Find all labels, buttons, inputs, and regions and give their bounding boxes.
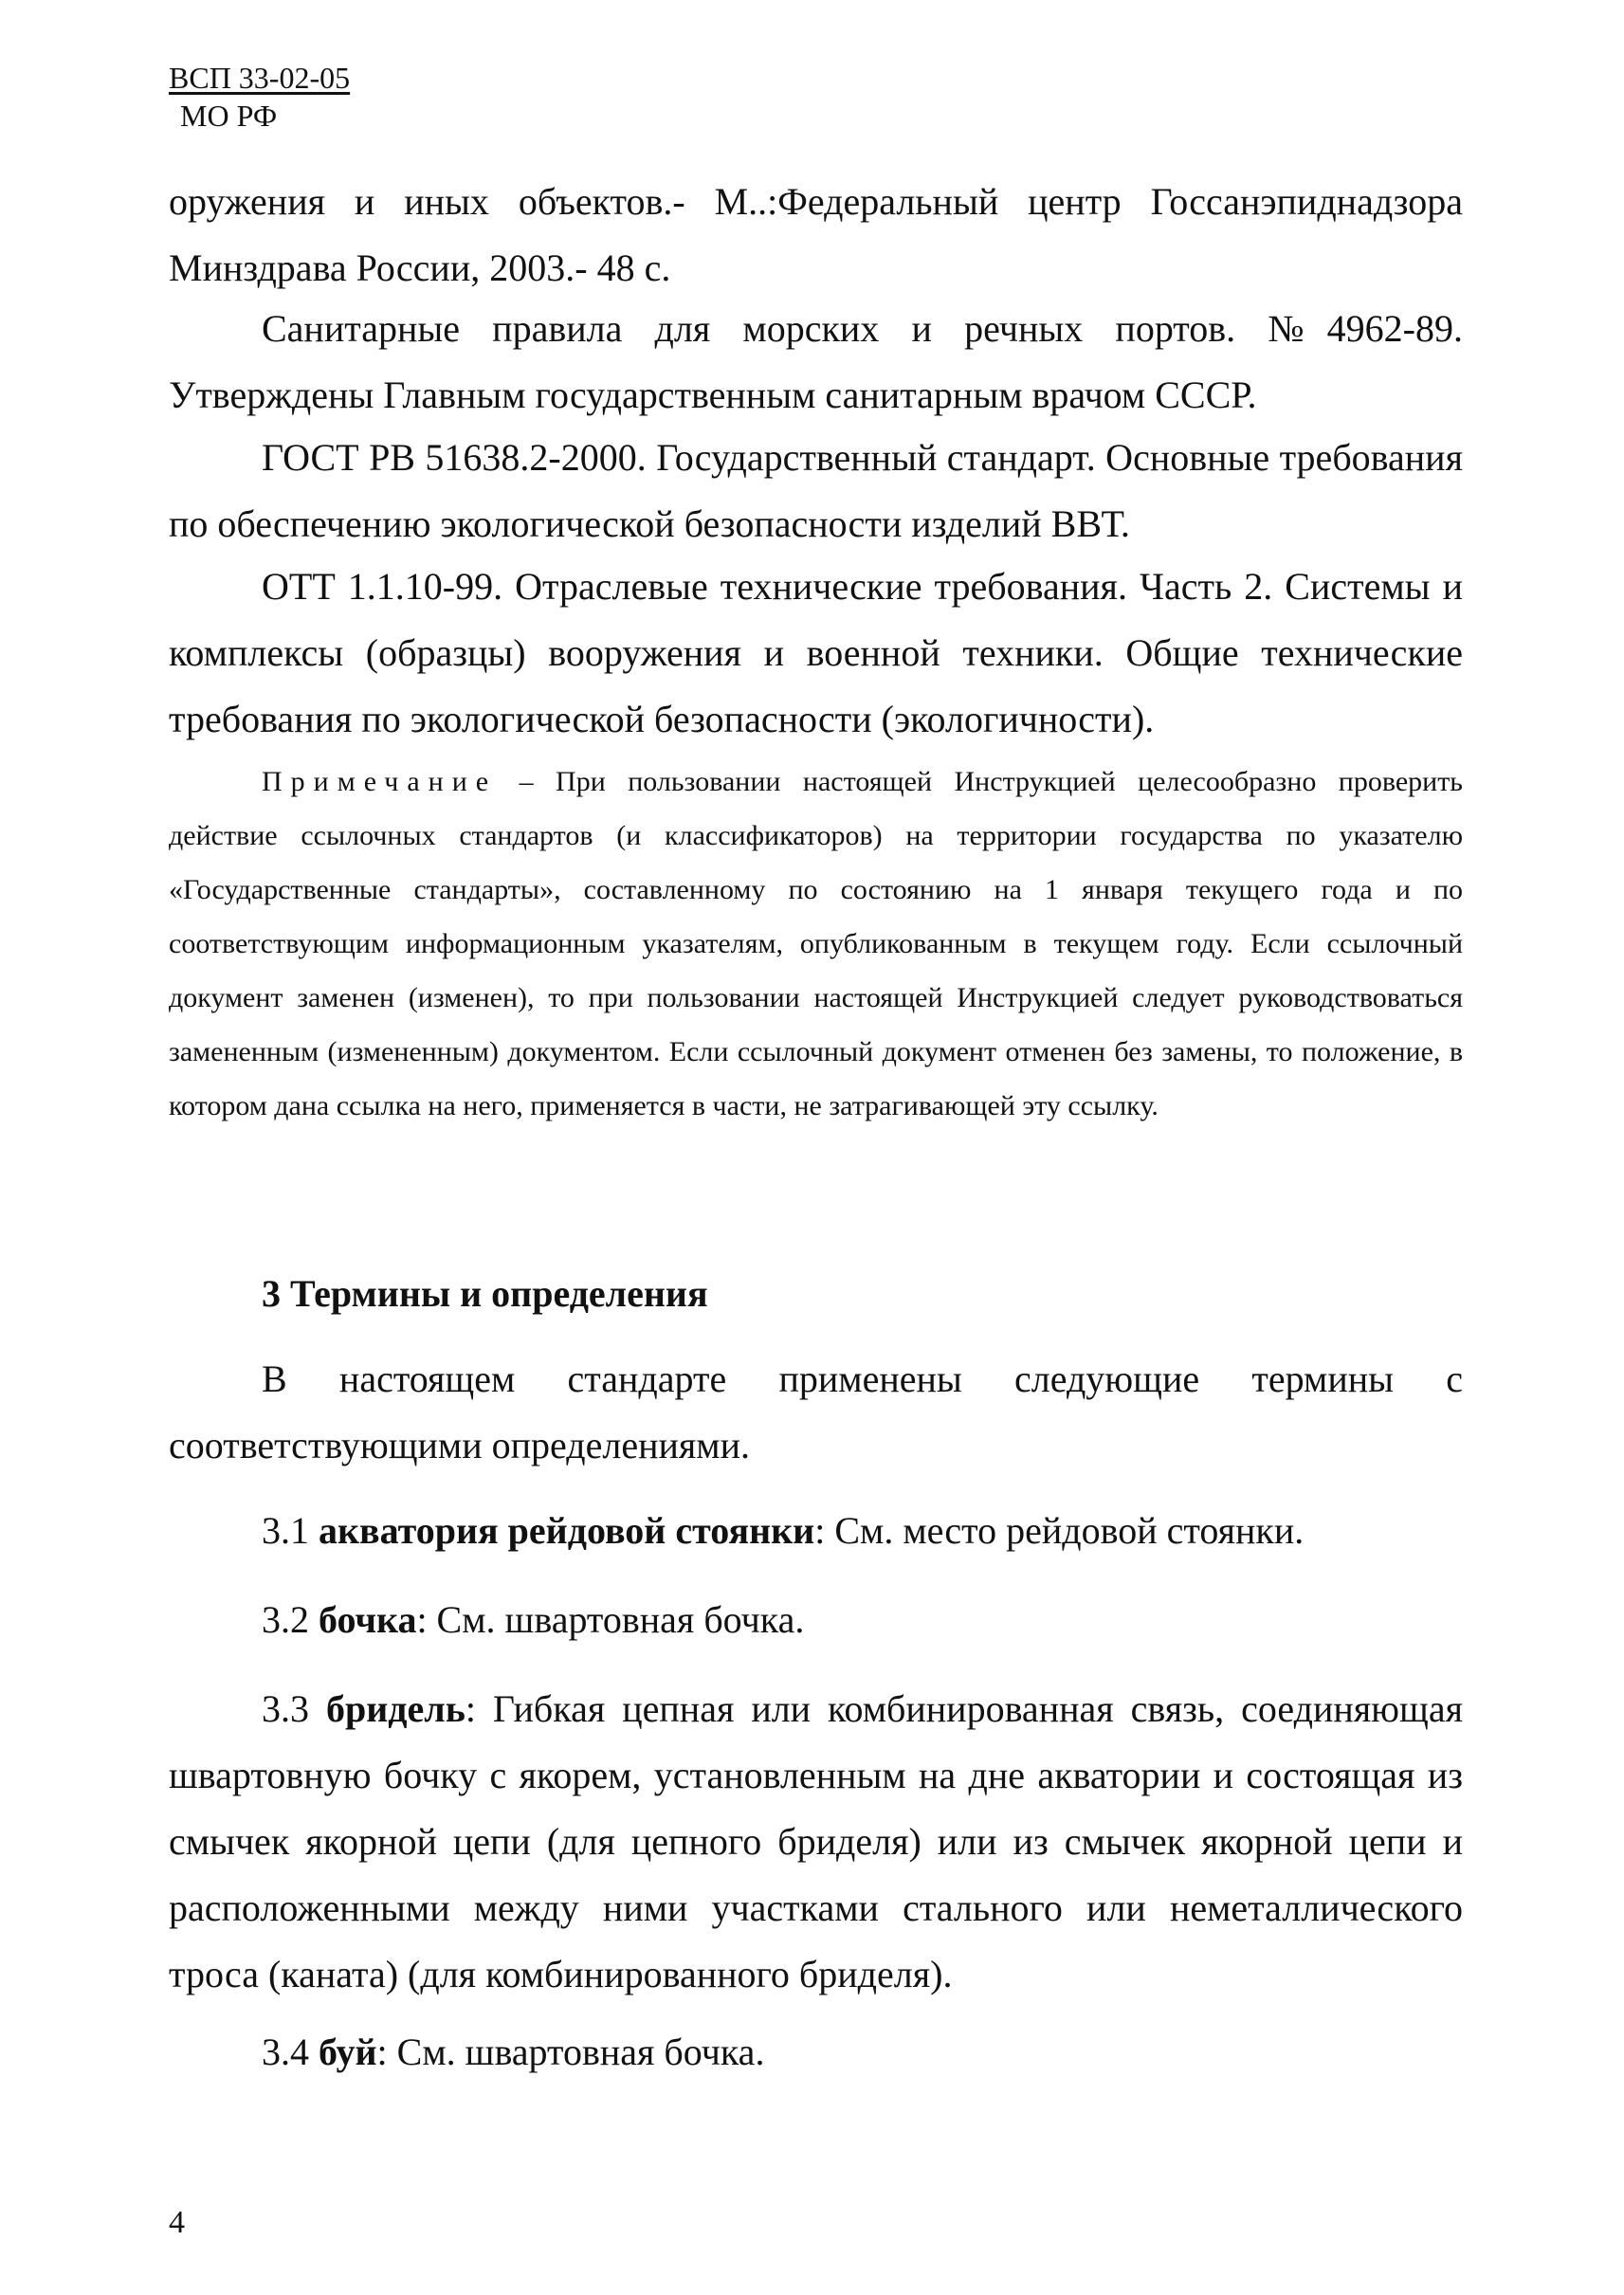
term-number: 3.2 [262,1598,319,1641]
reference-item [169,425,1463,557]
reference-text: ГОСТ РВ 51638.2-2000. Государственный стандарт. Основные требования по обеспечению экологической безопасности изделий ВВТ. [169,436,1463,545]
reference-item [169,554,1463,753]
term-name: бочка [319,1598,417,1641]
note-text: – При пользовании настоящей Инструкцией целесообразно проверить действие ссылочных стандартов (и классификаторов) на территории государства по указателю «Государственные стандарты», составленному по состоянию на 1 января текущего года и по соответствующим информационным указателям, опубликованным в текущем году. Если ссылочный документ заменен (изменен), то при пользовании настоящей Инструкцией следует руководствоваться замененным (измененным) документом. Если ссылочный документ отменен без замены, то положение, в котором дана ссылка на него, применяется в части, не затрагивающей эту ссылку. [169,766,1463,1121]
term-def: : См. швартовная бочка. [416,1598,805,1641]
term-def: : См. швартовная бочка. [376,2031,765,2073]
intro-text: В настоящем стандарте применены следующие термины с соответствующими определениями. [169,1357,1463,1466]
term-name: буй [319,2031,377,2073]
reference-text: оружения и иных объектов.- М..:Федеральный центр Госсанэпиднадзора Минздрава России, 2003.- 48 с. [169,180,1463,289]
page-number: 4 [169,2205,185,2240]
document-code: ВСП 33-02-05 [169,61,351,95]
reference-item [169,296,1463,428]
term-number: 3.1 [262,1509,319,1552]
note-label: Примечание [262,766,498,797]
term-definition [169,2019,1463,2086]
note-paragraph [169,755,1463,1133]
section-intro [169,1346,1463,1479]
term-definition [169,1587,1463,1653]
document-org: МО РФ [180,99,278,133]
term-definition [169,1676,1463,2008]
term-def: : Гибкая цепная или комбинированная связь, соединяющая швартовную бочку с якорем, установленным на дне акватории и состоящая из смычек якорной цепи (для цепного бриделя) или из смычек якорной цепи и расположенными между ними участками стального или неметаллического троса (каната) (для комбинированного бриделя). [169,1687,1464,1995]
section-title: 3 Термины и определения [262,1272,708,1315]
term-name: бридель [325,1687,465,1730]
reference-continuation [169,169,1463,301]
term-number: 3.4 [262,2031,319,2073]
term-def: : См. место рейдовой стоянки. [814,1509,1305,1552]
document-header [169,59,350,135]
term-number: 3.3 [262,1687,326,1730]
reference-text: Санитарные правила для морских и речных портов. №4962-89. Утверждены Главным государственным санитарным врачом СССР. [169,307,1463,416]
reference-text: ОТТ 1.1.10-99. Отраслевые технические требования. Часть 2. Системы и комплексы (образцы) вооружения и военной техники. Общие технические требования по экологической безопасности (экологичности). [169,565,1463,740]
term-name: акватория рейдовой стоянки [319,1509,815,1552]
term-definition [169,1498,1463,1564]
